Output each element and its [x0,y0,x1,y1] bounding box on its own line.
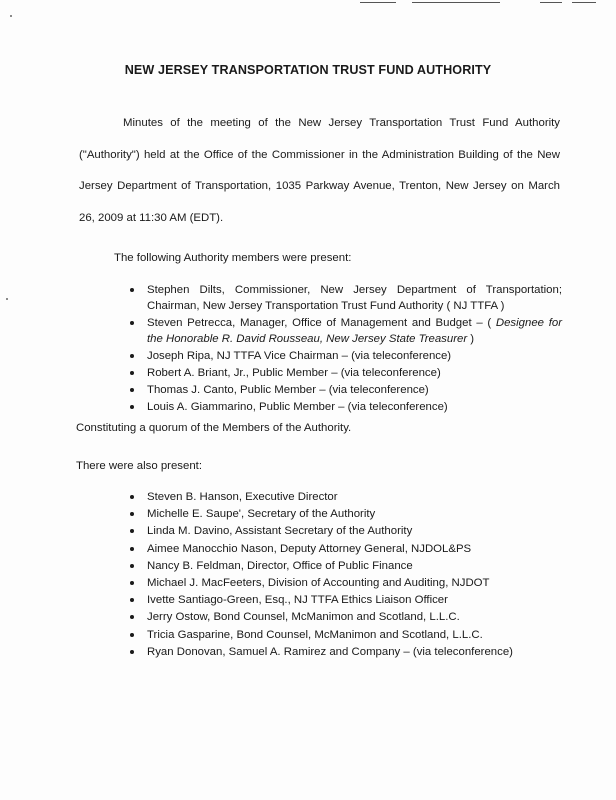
member-text-main: Steven Petrecca, Manager, Office of Management and Budget – ( [147,317,496,329]
scan-artifact-line [360,2,396,3]
attendee-text: Nancy B. Feldman, Director, Office of Public Finance [147,559,413,572]
bullet-icon [130,354,134,358]
also-present-list [130,489,560,661]
intro-paragraph: Minutes of the meeting of the New Jersey Transportation Trust Fund Authority ("Authority") held at the Office of the Commissioner in the Administration Building of the New Jersey Department of Transportation, 1035 Parkway Avenue, Trenton, New Jersey on March 26, 2009 at 11:30 AM (EDT). [79,117,560,224]
scan-artifact-line [540,2,562,3]
list-item [130,644,560,660]
list-item [130,558,560,574]
bullet-icon [130,405,134,409]
list-item [130,348,562,364]
bullet-icon [130,371,134,375]
member-text: Robert A. Briant, Jr., Public Member – (via teleconference) [147,367,441,379]
bullet-icon [130,581,134,585]
bullet-icon [130,598,134,602]
bullet-icon [130,564,134,568]
attendee-text: Michelle E. Saupe', Secretary of the Authority [147,508,376,521]
list-item [130,592,560,608]
scan-artifact-line [572,2,596,3]
bullet-icon [130,288,134,292]
member-designee: Designee for the Honorable R. David Rousseau, New Jersey State Treasurer [147,317,562,345]
bullet-icon [130,495,134,499]
attendee-text: Tricia Gasparine, Bond Counsel, McManimon and Scotland, L.L.C. [147,628,483,641]
list-item [130,541,560,557]
bullet-icon [130,547,134,551]
document-title: NEW JERSEY TRANSPORTATION TRUST FUND AUTHORITY [124,63,492,77]
list-item [130,609,560,625]
list-item [130,575,560,591]
member-text [147,315,562,347]
attendee-text: Aimee Manocchio Nason, Deputy Attorney General, NJDOL&PS [147,542,472,555]
bullet-icon [130,615,134,619]
list-item [130,523,560,539]
scan-speck [10,15,12,17]
attendee-text: Michael J. MacFeeters, Division of Accounting and Auditing, NJDOT [147,577,490,590]
bullet-icon [130,633,134,637]
list-item [130,382,562,398]
attendee-text: Steven B. Hanson, Executive Director [147,491,338,503]
member-text: Louis A. Giammarino, Public Member – (via teleconference) [147,401,448,413]
member-text-close: ) [467,333,475,345]
list-item [130,282,562,314]
bullet-icon [130,512,134,516]
attendee-text: Ivette Santiago-Green, Esq., NJ TTFA Ethics Liaison Officer [147,594,448,607]
scan-speck [6,298,8,300]
bullet-icon [130,321,134,325]
attendee-text: Jerry Ostow, Bond Counsel, McManimon and Scotland, L.L.C. [147,611,460,624]
list-item [130,506,560,522]
scan-artifact-line [412,2,500,3]
member-text: Stephen Dilts, Commissioner, New Jersey Department of Transportation; Chairman, New Jersey Transportation Trust Fund Authority ( NJ TTFA ) [147,284,562,312]
list-item [130,315,562,347]
member-text: Thomas J. Canto, Public Member – (via teleconference) [147,384,429,396]
list-item [130,399,562,415]
quorum-statement: Constituting a quorum of the Members of the Authority. [76,422,352,434]
attendee-text: Ryan Donovan, Samuel A. Ramirez and Company – (via teleconference) [147,645,513,658]
attendee-text: Linda M. Davino, Assistant Secretary of the Authority [147,525,413,538]
list-item [130,365,562,381]
also-present-intro: There were also present: [76,460,202,472]
bullet-icon [130,388,134,392]
bullet-icon [130,650,134,654]
members-intro: The following Authority members were present: [114,252,352,264]
list-item [130,627,560,643]
bullet-icon [130,529,134,533]
member-text: Joseph Ripa, NJ TTFA Vice Chairman – (via teleconference) [147,350,452,362]
list-item [130,489,560,505]
members-list [130,282,562,416]
